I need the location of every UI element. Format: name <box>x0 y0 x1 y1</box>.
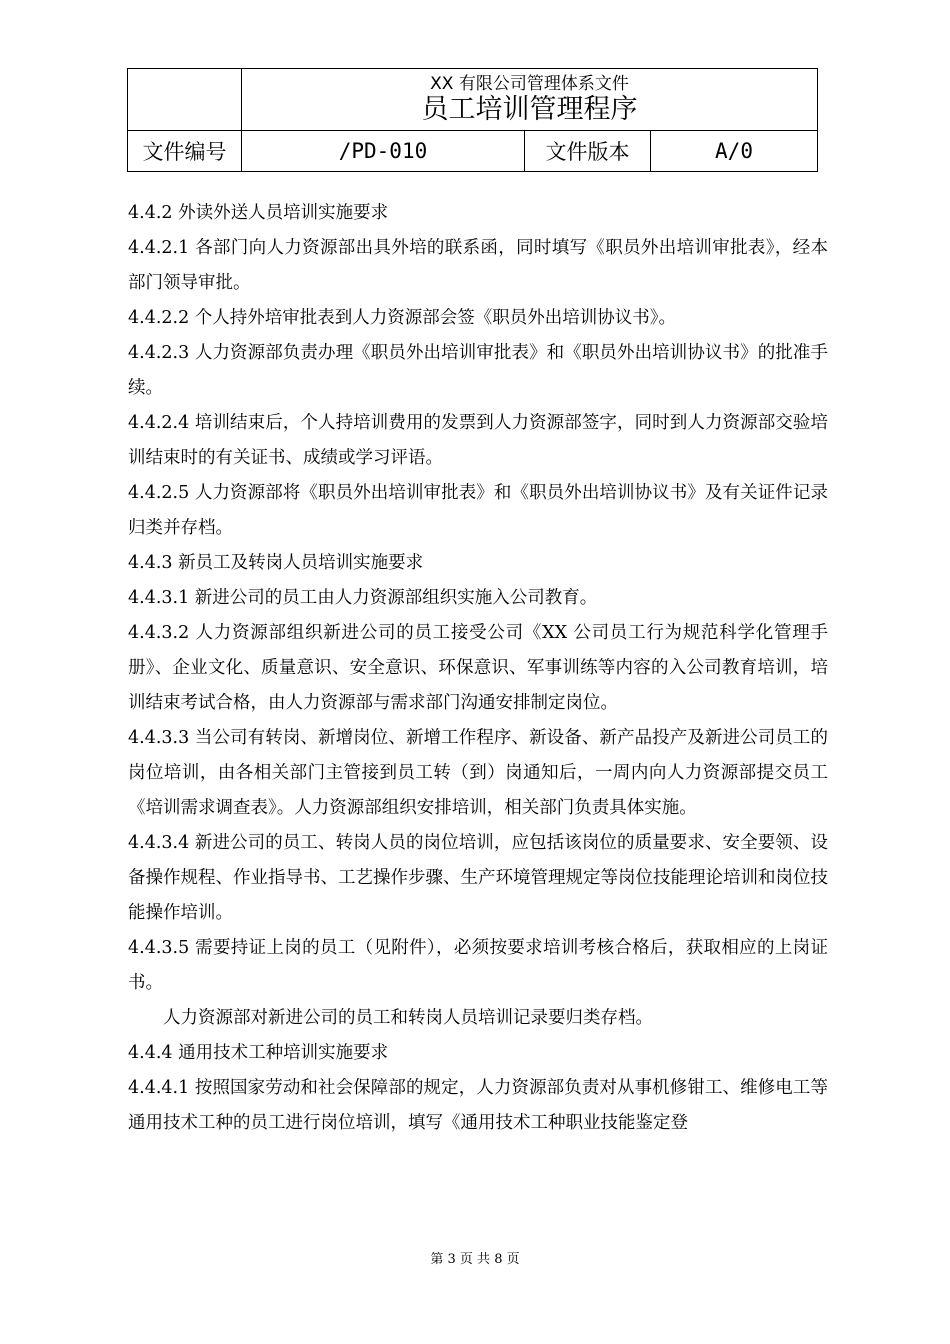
section-heading: 4.4.2 外读外送人员培训实施要求 <box>128 203 389 223</box>
section-heading: 4.4.3 新员工及转岗人员培训实施要求 <box>128 553 424 573</box>
paragraph: 4.4.3.1 新进公司的员工由人力资源部组织实施入公司教育。 <box>128 588 598 608</box>
paragraph: 4.4.3.4 新进公司的员工、转岗人员的岗位培训，应包括该岗位的质量要求、安全要领、设备操作规程、作业指导书、工艺操作步骤、生产环境管理规定等岗位技能理论培训和岗位技能操作培训。 <box>128 833 828 923</box>
paragraph: 4.4.3.5 需要持证上岗的员工（见附件），必须按要求培训考核合格后，获取相应的上岗证书。 <box>128 938 828 993</box>
paragraph: 4.4.4.1 按照国家劳动和社会保障部的规定，人力资源部负责对从事机修钳工、维修电工等通用技术工种的员工进行岗位培训，填写《通用技术工种职业技能鉴定登 <box>128 1078 828 1133</box>
doc-no-label: 文件编号 <box>128 131 242 172</box>
document-title: 员工培训管理程序 <box>421 94 638 125</box>
title-cell <box>242 69 818 131</box>
document-body <box>128 196 828 1141</box>
paragraph: 4.4.3.3 当公司有转岗、新增岗位、新增工作程序、新设备、新产品投产及新进公司员工的岗位培训，由各相关部门主管接到员工转（到）岗通知后，一周内向人力资源部提交员工《培训需求调查表》。人力资源部组织安排培训，相关部门负责具体实施。 <box>128 728 828 818</box>
paragraph: 4.4.2.4 培训结束后，个人持培训费用的发票到人力资源部签字，同时到人力资源部交验培训结束时的有关证书、成绩或学习评语。 <box>128 413 828 468</box>
paragraph: 人力资源部对新进公司的员工和转岗人员培训记录要归类存档。 <box>163 1008 653 1028</box>
logo-cell <box>128 69 242 131</box>
page-number: 第 3 页 共 8 页 <box>430 1252 520 1267</box>
paragraph: 4.4.3.2 人力资源部组织新进公司的员工接受公司《XX 公司员工行为规范科学化管理手册》、企业文化、质量意识、安全意识、环保意识、军事训练等内容的入公司教育培训，培训结束考试合格，由人力资源部与需求部门沟通安排制定岗位。 <box>128 623 828 713</box>
doc-no-value: /PD-010 <box>242 131 525 172</box>
version-value: A/0 <box>651 131 818 172</box>
document-header-table <box>127 68 818 172</box>
paragraph: 4.4.2.5 人力资源部将《职员外出培训审批表》和《职员外出培训协议书》及有关证件记录归类并存档。 <box>128 483 828 538</box>
header-info-row <box>128 131 818 172</box>
company-name: XX 有限公司管理体系文件 <box>430 74 629 94</box>
paragraph: 4.4.2.1 各部门向人力资源部出具外培的联系函，同时填写《职员外出培训审批表》，经本部门领导审批。 <box>128 238 828 293</box>
section-heading: 4.4.4 通用技术工种培训实施要求 <box>128 1043 389 1063</box>
header-title-row <box>128 69 818 131</box>
paragraph: 4.4.2.3 人力资源部负责办理《职员外出培训审批表》和《职员外出培训协议书》的批准手续。 <box>128 343 828 398</box>
paragraph: 4.4.2.2 个人持外培审批表到人力资源部会签《职员外出培训协议书》。 <box>128 308 677 328</box>
version-label: 文件版本 <box>525 131 651 172</box>
